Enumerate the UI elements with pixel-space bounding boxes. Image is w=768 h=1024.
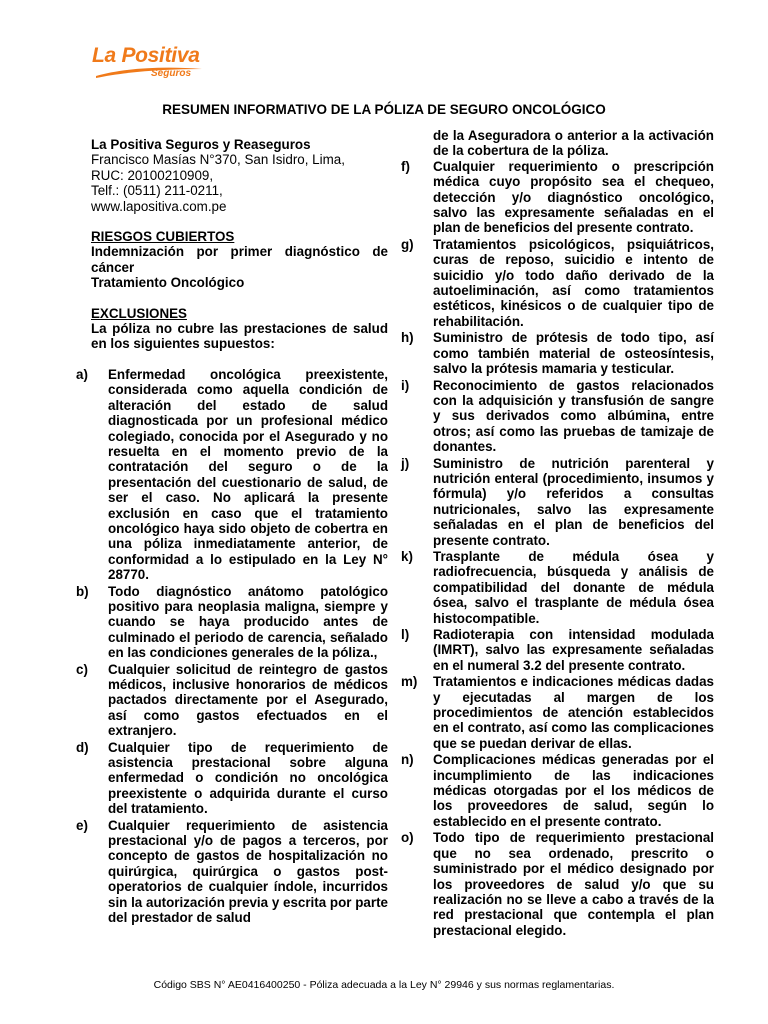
exclusion-list-right: [401, 159, 714, 938]
item-text: Cualquier requerimiento de asistencia prestacional y/o de pagos a terceros, por concepto de gastos de hospitalización no quirúrgica, quirúrgica o gastos post-operatorios de cualquier índole, incurridos sin la autorización previa y escrita por parte del prestador de salud: [108, 817, 388, 926]
item-letter: g): [401, 236, 414, 252]
company-phone: Telf.: (0511) 211-0211,: [91, 183, 223, 199]
item-letter: f): [401, 158, 410, 174]
item-text: Tratamientos e indicaciones médicas dadas y ejecutadas al margen de los procedimientos de atención establecidos en el contrato, así como las complicaciones que se puedan derivar de ellas.: [433, 674, 714, 751]
list-item: [401, 830, 714, 938]
item-letter: m): [401, 674, 418, 690]
company-name: La Positiva Seguros y Reaseguros: [91, 137, 311, 152]
la-positiva-logo: [92, 44, 212, 94]
right-column: [401, 128, 714, 939]
item-text: Enfermedad oncológica preexistente, considerada como aquella condición de alteración del estado de salud diagnosticada por un profesional médico colegiado, conocida por el Asegurado y no resuelta en el momento previo de la contratación del seguro o de la presentación del cuestionario de salud, de ser el caso. No aplicará la presente exclusión en caso que el tratamiento oncológico haya sido objeto de cobertra en una póliza inmediatamente anterior, de conformidad a lo estipulado en la Ley N° 28770.: [108, 366, 388, 583]
item-text: Suministro de prótesis de todo tipo, así como también material de osteosíntesis, salvo la prótesis mamaria y testicular.: [433, 330, 714, 377]
exclusion-list-left: [76, 367, 388, 926]
item-letter: d): [76, 739, 89, 755]
exclusiones-section: [76, 306, 388, 352]
item-text: Suministro de nutrición parenteral y nutrición enteral (procedimiento, insumos y fórmula) y/o referidos a consultas nutricionales, salvo las expresamente señaladas en el plan de beneficios del presente contrato.: [433, 455, 714, 548]
logo-brand-text: La Positiva: [92, 44, 200, 67]
item-letter: n): [401, 752, 414, 768]
riesgos-heading: RIESGOS CUBIERTOS: [91, 229, 235, 245]
list-item: [76, 740, 388, 817]
item-letter: a): [76, 366, 88, 382]
item-letter: k): [401, 548, 413, 564]
item-letter: c): [76, 661, 88, 677]
item-letter: l): [401, 627, 410, 642]
item-text: Reconocimiento de gastos relacionados con la adquisición y transfusión de sangre y sus derivados como albúmina, entre otros; así como las pruebas de tamizaje de donantes.: [433, 377, 714, 455]
item-text: Todo diagnóstico anátomo patológico positivo para neoplasia maligna, siempre y cuando se haya producido antes de culminado el periodo de carencia, señalado en las condiciones generales de la póliza.,: [108, 583, 388, 661]
list-item: [401, 159, 714, 236]
exclusiones-heading: EXCLUSIONES: [91, 305, 187, 321]
item-e-continuation: de la Aseguradora o anterior a la activación de la cobertura de la póliza.: [433, 128, 714, 159]
item-letter: j): [401, 455, 410, 471]
item-letter: b): [76, 583, 89, 599]
company-block: [76, 137, 388, 214]
company-address: Francisco Masías N°370, San Isidro, Lima,: [91, 152, 345, 168]
item-text: Todo tipo de requerimiento prestacional que no sea ordenado, prescrito o suministrado por el médico designado por los proveedores de salud y/o que su realización no se lleve a cabo a través de la red prestacional que contempla el plan prestacional elegido.: [433, 830, 714, 938]
list-item: [401, 627, 714, 673]
list-item: [401, 378, 714, 455]
list-item: [401, 330, 714, 376]
footer-note: Código SBS N° AE0416400250 - Póliza adecuada a la Ley N° 29946 y sus normas reglamentarias.: [153, 979, 615, 991]
item-text: Tratamientos psicológicos, psiquiátricos, curas de reposo, suicidio e intento de suicidio y/o todo daño derivado de la autoeliminación, así como tratamientos estéticos, kinésicos o de cualquier tipo de rehabilitación.: [433, 236, 714, 329]
company-website: www.lapositiva.com.pe: [91, 198, 227, 214]
list-item: [76, 818, 388, 926]
item-text: Cualquier solicitud de reintegro de gastos médicos, inclusive honorarios de médicos pactados directamente por el Asegurado, así como gastos efectuados en el extranjero.: [108, 661, 388, 739]
list-item: [76, 662, 388, 739]
document-title: RESUMEN INFORMATIVO DE LA PÓLIZA DE SEGURO ONCOLÓGICO: [162, 102, 606, 117]
list-item: [76, 367, 388, 583]
exclusiones-intro: La póliza no cubre las prestaciones de salud en los siguientes supuestos:: [91, 321, 388, 352]
company-ruc: RUC: 20100210909,: [91, 167, 214, 183]
item-letter: i): [401, 377, 410, 393]
item-text: Complicaciones médicas generadas por el incumplimiento de las indicaciones médicas otorgadas por el los médicos de los proveedores de salud, según lo establecido en el presente contrato.: [433, 752, 714, 829]
riesgos-line-2: Tratamiento Oncológico: [91, 275, 245, 291]
list-item: [401, 237, 714, 329]
riesgos-section: [76, 229, 388, 291]
logo-sub-text: Seguros: [151, 68, 192, 79]
list-item: [401, 456, 714, 548]
item-letter: h): [401, 330, 414, 346]
item-text: Cualquier requerimiento o prescripción médica cuyo propósito sea el chequeo, detección y/o diagnóstico oncológico, salvo las expresamente señaladas en el plan de beneficios del presente contrato.: [433, 158, 714, 236]
list-item: [401, 674, 714, 751]
list-item: [76, 584, 388, 661]
riesgos-line-1: Indemnización por primer diagnóstico de cáncer: [91, 244, 388, 275]
list-item: [401, 752, 714, 829]
item-letter: o): [401, 830, 414, 846]
list-item: [401, 549, 714, 626]
item-text: Radioterapia con intensidad modulada (IMRT), salvo las expresamente señaladas en el numeral 3.2 del presente contrato.: [433, 627, 714, 673]
item-text: Cualquier tipo de requerimiento de asistencia prestacional sobre alguna enfermedad o condición no oncológica preexistente o adquirida durante el curso del tratamiento.: [108, 739, 388, 817]
item-text: Trasplante de médula ósea y radiofrecuencia, búsqueda y análisis de compatibilidad del donante de médula ósea, salvo el trasplante de médula ósea histocompatible.: [433, 548, 714, 626]
left-column: [76, 128, 388, 927]
item-letter: e): [76, 817, 88, 833]
